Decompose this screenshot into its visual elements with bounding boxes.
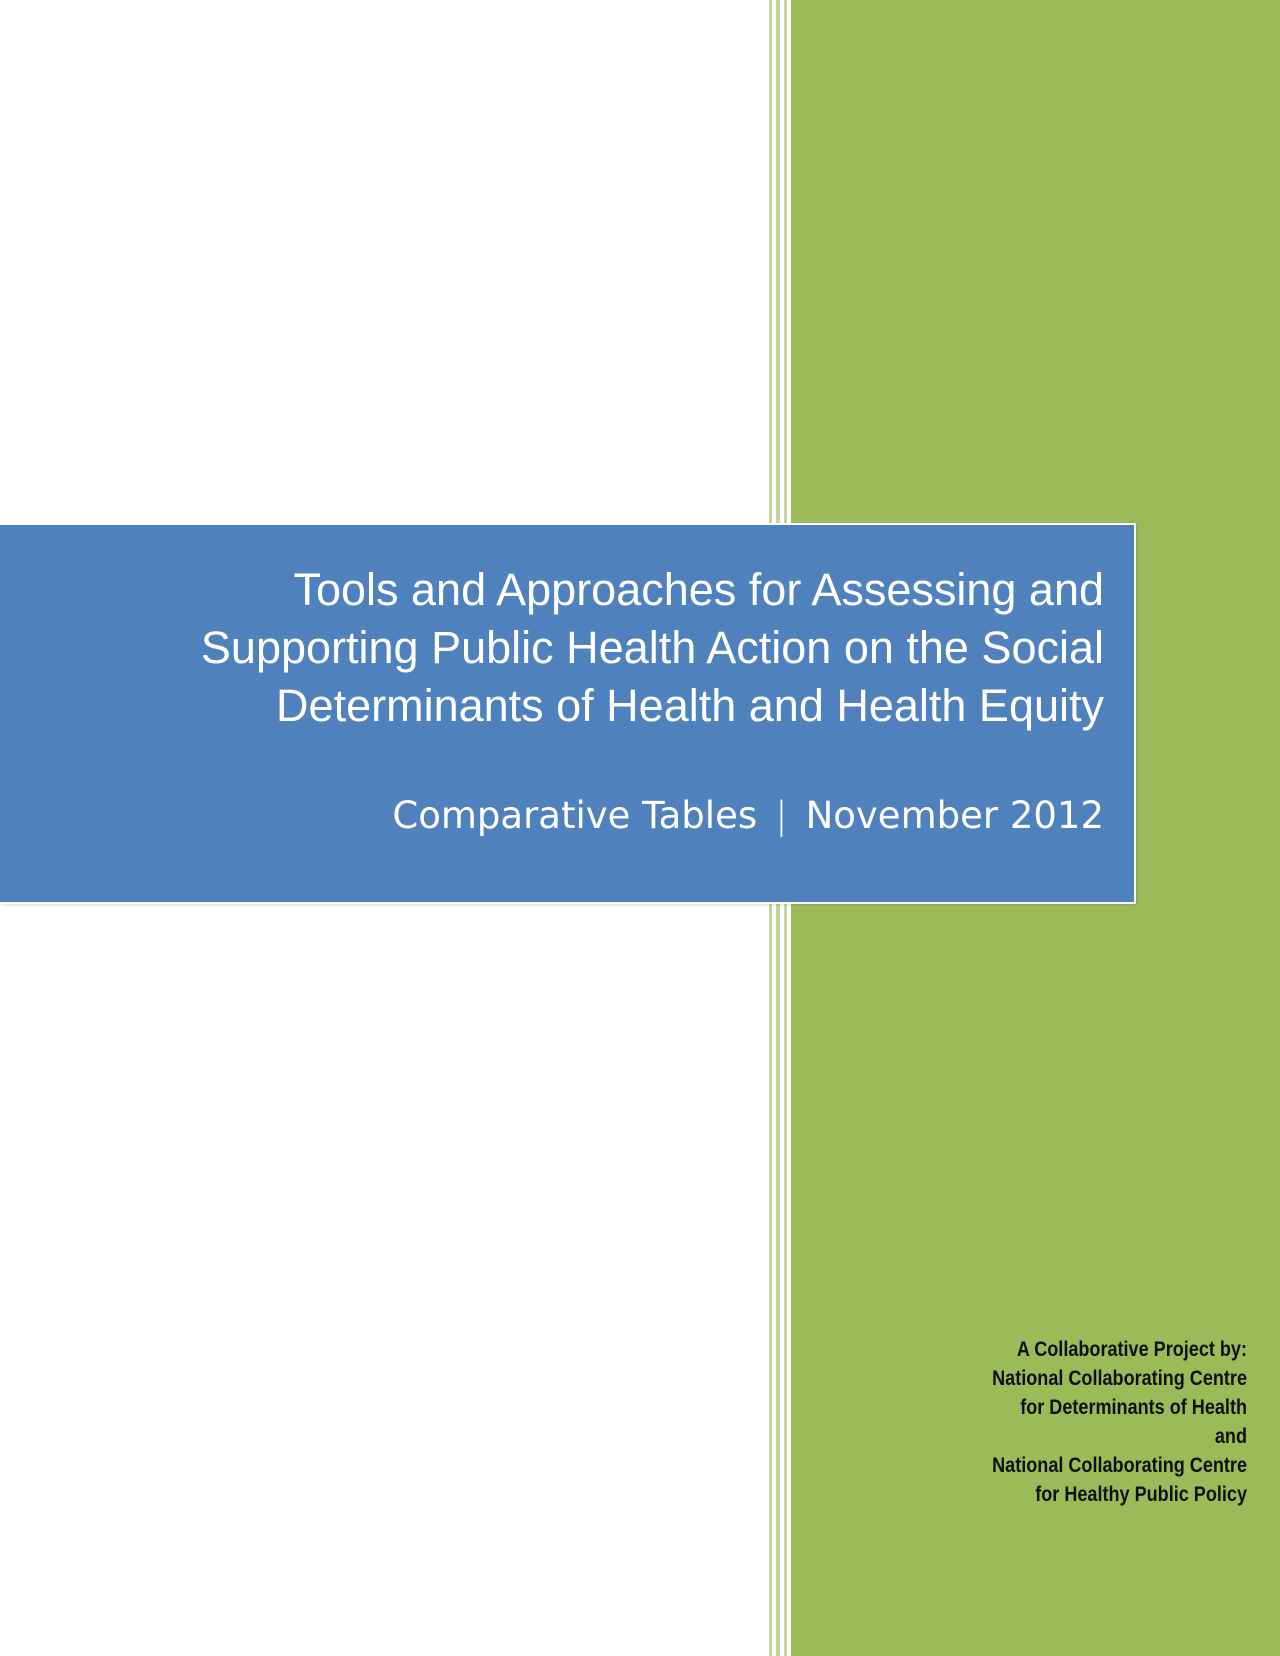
subtitle-date: November 2012 xyxy=(805,794,1104,837)
credit-line: for Healthy Public Policy xyxy=(1035,1483,1247,1506)
credit-line: National Collaborating Centre xyxy=(992,1454,1247,1477)
subtitle-separator: | xyxy=(775,794,788,837)
credit-line: and xyxy=(1214,1425,1247,1448)
credit-line: National Collaborating Centre xyxy=(992,1367,1247,1390)
title-line: Determinants of Health and Health Equity xyxy=(276,680,1104,731)
title-line: Tools and Approaches for Assessing and xyxy=(293,564,1104,615)
subtitle-label: Comparative Tables xyxy=(392,794,758,837)
document-title xyxy=(24,561,1104,735)
credit-line: A Collaborative Project by: xyxy=(1016,1338,1247,1361)
title-line: Supporting Public Health Action on the Social xyxy=(200,622,1104,673)
document-subtitle xyxy=(24,793,1104,839)
collaborators-credit xyxy=(886,1335,1247,1509)
title-band xyxy=(0,523,1136,904)
credit-line: for Determinants of Health xyxy=(1020,1396,1247,1419)
